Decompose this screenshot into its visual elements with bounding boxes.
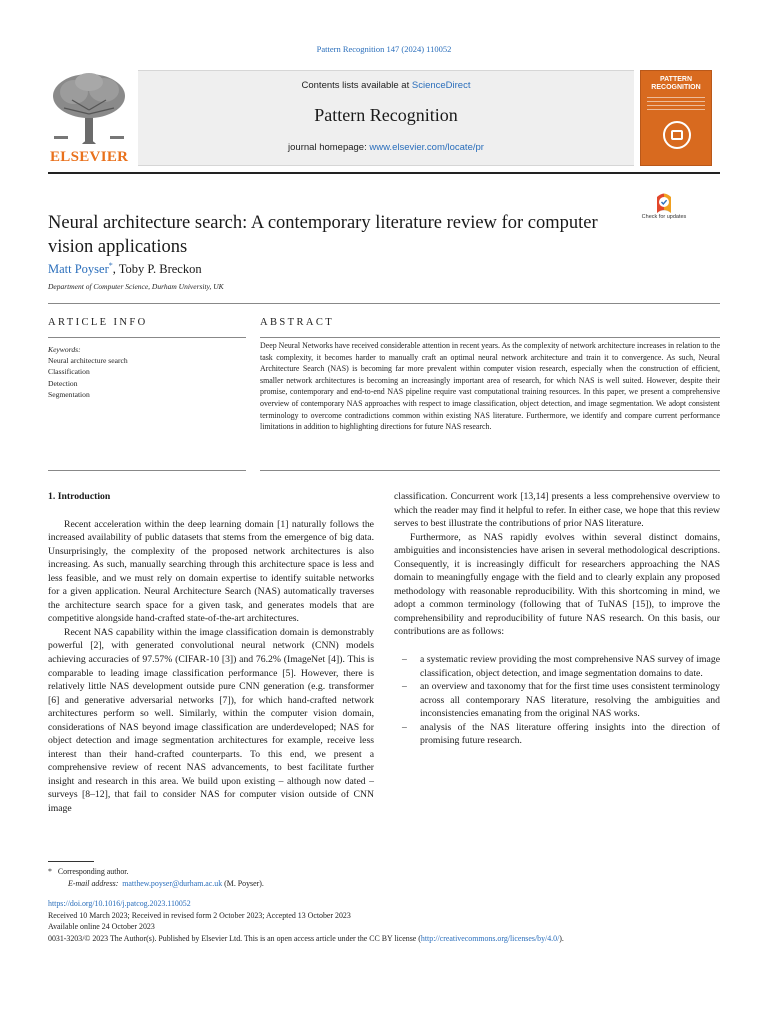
- publication-info: [48, 898, 738, 944]
- paper-title: Neural architecture search: A contemporary literature review for computer vision applications: [48, 213, 598, 257]
- copyright-text: 0031-3203/© 2023 The Author(s). Published by Elsevier Ltd. This is an open access article under the CC BY license (: [48, 933, 421, 943]
- left-column: [48, 490, 374, 816]
- homepage-line: [138, 142, 634, 153]
- homepage-link[interactable]: www.elsevier.com/locate/pr: [369, 142, 484, 153]
- author-poyser[interactable]: Matt Poyser: [48, 262, 109, 277]
- footnote: [48, 866, 720, 890]
- contents-prefix: Contents lists available at: [301, 80, 412, 91]
- keyword-item: Detection: [48, 378, 78, 388]
- paragraph: classification. Concurrent work [13,14] presents a less comprehensive overview to which the reader may find it helpful to refer. In either case, we hope that this review serves to best illustrate the contributions of prior NAS literature.: [394, 491, 720, 530]
- check-for-updates-label[interactable]: Check for updates: [641, 214, 687, 220]
- list-item: – an overview and taxonomy that for the first time uses consistent terminology across all contemporary NAS literature, resolving the ambiguities and inconsistencies emanating from the original NAS works.: [402, 680, 720, 721]
- header-rule: [48, 172, 720, 174]
- footnote-rule: [48, 861, 94, 862]
- author-list: [48, 261, 202, 277]
- cover-text-lines: [647, 97, 705, 115]
- corresponding-author-note: [48, 866, 720, 878]
- article-info-bottom-rule: [48, 470, 246, 471]
- email-suffix: (M. Poyser).: [224, 879, 264, 888]
- email-link[interactable]: matthew.poyser@durham.ac.uk: [122, 879, 223, 888]
- author-separator: ,: [112, 262, 119, 277]
- email-line: [48, 878, 720, 890]
- license-link[interactable]: http://creativecommons.org/licenses/by/4.0/: [420, 933, 560, 943]
- contributions-list: [394, 653, 720, 748]
- footnote-mark: *: [48, 867, 52, 876]
- journal-info-box: [138, 70, 634, 166]
- keyword-item: Classification: [48, 367, 90, 377]
- doi-link[interactable]: https://doi.org/10.1016/j.patcog.2023.110052: [48, 899, 191, 908]
- elsevier-logo[interactable]: [48, 70, 130, 166]
- check-updates-icon: [648, 193, 680, 215]
- copyright-suffix: ).: [559, 933, 564, 943]
- tree-of-knowledge-icon: [48, 70, 130, 148]
- available-online: Available online 24 October 2023: [48, 922, 155, 932]
- paragraph: Furthermore, as NAS rapidly evolves within several distinct domains, ambiguities and inconsistencies have arisen in several methodological descriptions. Consequently, it is increasingly difficult for researchers approaching the NAS domain to meaningfully engage with the field and to clearly explain any proposed methodology with reasonable reproducibility. With this shortcoming in mind, we adopt a common terminology (following that of TuNAS [15]), to improve the comprehensibility and reproducibility of future NAS research. On this basis, our contributions are as follows:: [394, 531, 720, 638]
- journal-name: Pattern Recognition: [314, 105, 458, 125]
- keywords-label: Keywords:: [48, 345, 81, 354]
- abstract-bottom-rule: [260, 470, 720, 471]
- corresponding-author-mark[interactable]: *: [108, 261, 113, 270]
- article-info-heading: ARTICLE INFO: [48, 317, 148, 328]
- author-breckon: Toby P. Breckon: [118, 262, 202, 277]
- received-dates: Received 10 March 2023; Received in revised form 2 October 2023; Accepted 13 October 2023: [48, 910, 351, 920]
- journal-reference[interactable]: Pattern Recognition 147 (2024) 110052: [316, 44, 452, 54]
- abstract-rule: [260, 337, 720, 338]
- affiliation: Department of Computer Science, Durham University, UK: [48, 282, 224, 291]
- publisher-wordmark: ELSEVIER: [50, 149, 129, 165]
- section-heading-introduction: 1. Introduction: [48, 491, 111, 502]
- copyright-line: [48, 933, 738, 945]
- section-divider: [48, 303, 720, 304]
- paragraph: Recent NAS capability within the image classification domain is demonstrably powerful [2], with generated convolutional neural network (CNN) models achieving accuracies of 97.57% (CIFAR-10 [3]) and 76.2% (ImageNet [4]). This is comparable to leading image classification performance [5]. However, there is relatively little NAS development outside pure CNN generation (e.g. transformer [6] and generative adversarial networks [7]), for which hand-crafted network architectures perform so well. Similarly, within the computer vision domain, considerations of NAS beyond image classification are underdeveloped; NAS for object detection and image segmentation architectures for example, receive less interest than their hand-crafted counterparts. To this end, we present a comprehensive review of recent NAS advancements, to best facilitate further insight and research in this area. We build upon existing – although now dated – surveys [8–12], that fail to consider NAS for computer vision outside of CNN image: [48, 626, 374, 815]
- journal-header: [48, 70, 720, 166]
- article-info-rule: [48, 337, 246, 338]
- abstract-heading: ABSTRACT: [260, 317, 335, 328]
- list-item: – analysis of the NAS literature offering insights into the direction of promising future research.: [402, 721, 720, 748]
- check-for-updates-badge[interactable]: [648, 193, 680, 231]
- homepage-prefix: journal homepage:: [288, 142, 370, 153]
- cover-emblem-icon: [663, 121, 691, 149]
- cover-title: PATTERN RECOGNITION: [651, 76, 701, 91]
- email-label: E-mail address:: [68, 879, 119, 888]
- keyword-item: Segmentation: [48, 389, 90, 399]
- sciencedirect-link[interactable]: ScienceDirect: [411, 80, 471, 91]
- contents-line: [138, 80, 634, 91]
- journal-cover[interactable]: [640, 70, 712, 166]
- keyword-item: Neural architecture search: [48, 356, 128, 366]
- list-item: – a systematic review providing the most comprehensive NAS survey of image classification, object detection, and image segmentation domains to date.: [402, 653, 720, 680]
- corresponding-author-text: Corresponding author.: [57, 867, 129, 876]
- paragraph: Recent acceleration within the deep learning domain [1] naturally follows the increased availability of public datasets that stems from the emergence of big data. Unsurprisingly, the complexity of the proposed network architectures is also increasing. As such, manually searching through this architecture space is less and less feasible, and we must rely on domain expertise to identify suitable networks for a given application. Neural Architecture Search (NAS) automatically traverses the architecture search space for a given task, and generates models that are competitive alongside hand-crafted state-of-the-art architectures.: [48, 518, 374, 625]
- right-column: [394, 490, 720, 748]
- keywords-block: [48, 344, 246, 400]
- abstract-text: Deep Neural Networks have received considerable attention in recent years. As the complexity of network architecture increases in relation to the task complexity, it becomes harder to manually craft an optimal neural network architecture and train it to convergence. As such, Neural Architecture Search (NAS) is becoming far more prevalent within computer vision research, especially when the construction of efficient, smaller network architectures is becoming an increasingly important area of research, for which NAS is well suited. However, despite their promise, contemporary and end-to-end NAS pipeline require vast computational training resources. In this paper, we present a comprehensive overview of contemporary NAS approaches with respect to image classification, object detection, and image segmentation. We adopt consistent terminology to overcome contradictions common within existing NAS literature. Furthermore, we identify and compare current performance limitations in addition to highlighting directions for future NAS research.: [260, 341, 720, 432]
